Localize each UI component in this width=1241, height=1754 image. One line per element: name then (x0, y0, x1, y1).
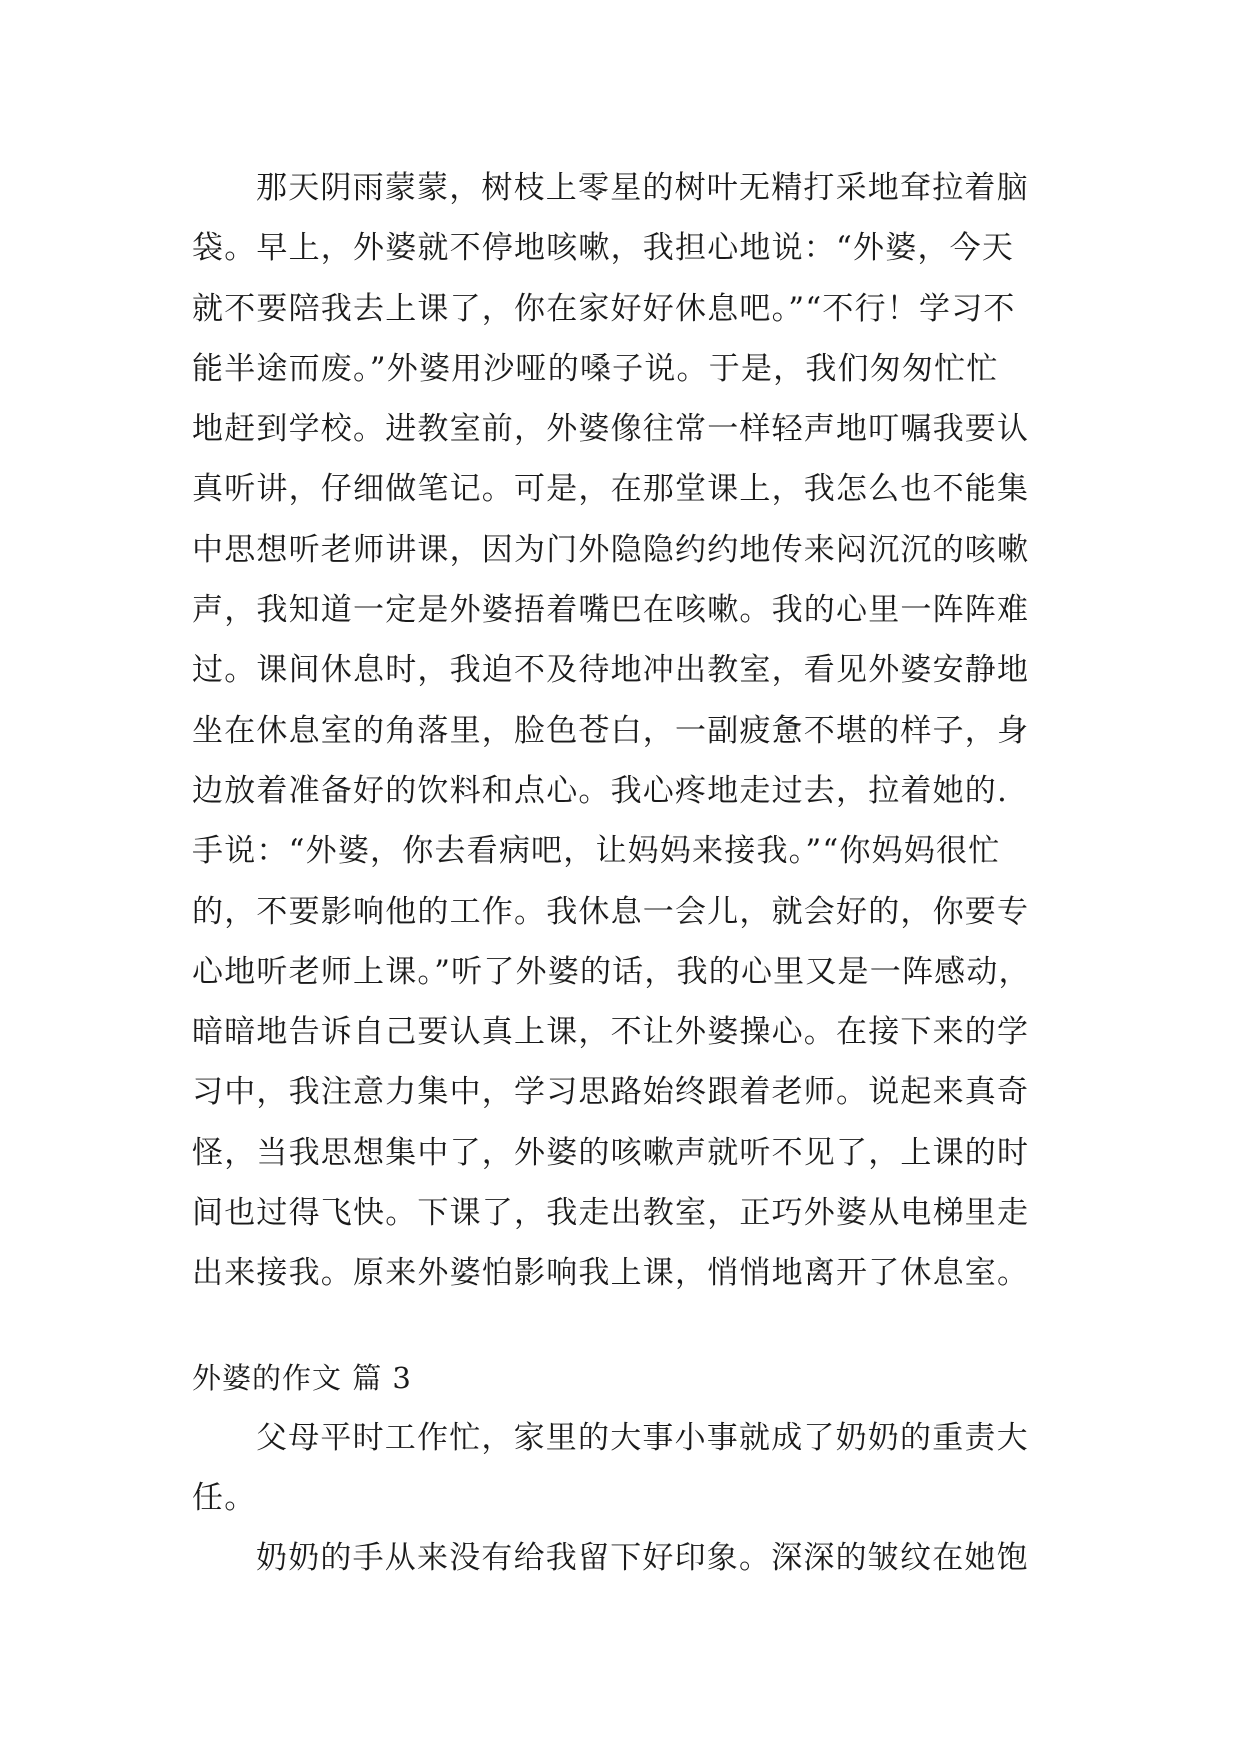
paragraph-line: 心地听老师上课。”听了外婆的话，我的心里又是一阵感动， (192, 953, 1031, 990)
paragraph-line: 声，我知道一定是外婆捂着嘴巴在咳嗽。我的心里一阵阵难 (192, 592, 1030, 629)
paragraph-line: 手说：“外婆，你去看病吧，让妈妈来接我。”“你妈妈很忙 (192, 833, 1001, 870)
paragraph-line: 边放着准备好的饮料和点心。我心疼地走过去，拉着她的. (192, 772, 1009, 809)
paragraph-line: 出来接我。原来外婆怕影响我上课，悄悄地离开了休息室。 (192, 1255, 1030, 1292)
paragraph-line: 地赶到学校。进教室前，外婆像往常一样轻声地叮嘱我要认 (192, 411, 1030, 448)
document-page (192, 158, 1050, 1589)
paragraph-3 (192, 1528, 1050, 1588)
paragraph-line: 能半途而废。”外婆用沙哑的嗓子说。于是，我们匆匆忙忙 (192, 350, 999, 387)
paragraph-line: 就不要陪我去上课了，你在家好好休息吧。”“不行！学习不 (192, 290, 1016, 327)
section-heading: 外婆的作文 篇 3 (192, 1360, 412, 1395)
paragraph-line: 暗暗地告诉自己要认真上课，不让外婆操心。在接下来的学 (192, 1014, 1030, 1051)
paragraph-line: 中思想听老师讲课，因为门外隐隐约约地传来闷沉沉的咳嗽 (192, 531, 1030, 568)
paragraph-line: 袋。早上，外婆就不停地咳嗽，我担心地说：“外婆，今天 (192, 230, 1015, 267)
paragraph-line: 怪，当我思想集中了，外婆的咳嗽声就听不见了，上课的时 (192, 1134, 1030, 1171)
paragraph-line: 真听讲，仔细做笔记。可是，在那堂课上，我怎么也不能集 (192, 471, 1030, 508)
paragraph-line: 那天阴雨蒙蒙，树枝上零星的树叶无精打采地耷拉着脑 (256, 170, 1029, 206)
paragraph-line: 任。 (192, 1479, 257, 1516)
paragraph-line: 坐在休息室的角落里，脸色苍白，一副疲惫不堪的样子，身 (192, 712, 1030, 749)
paragraph-line: 间也过得飞快。下课了，我走出教室，正巧外婆从电梯里走 (192, 1195, 1030, 1232)
paragraph-line: 奶奶的手从来没有给我留下好印象。深深的皱纹在她饱 (256, 1540, 1029, 1577)
paragraph-line: 父母平时工作忙，家里的大事小事就成了奶奶的重责大 (256, 1419, 1029, 1456)
paragraph-line: 的，不要影响他的工作。我休息一会儿，就会好的，你要专 (192, 893, 1030, 930)
paragraph-2 (192, 1408, 1050, 1529)
paragraph-line: 过。课间休息时，我迫不及待地冲出教室，看见外婆安静地 (192, 652, 1030, 689)
paragraph-line: 习中，我注意力集中，学习思路始终跟着老师。说起来真奇 (192, 1074, 1030, 1111)
paragraph-1 (192, 158, 1050, 1304)
